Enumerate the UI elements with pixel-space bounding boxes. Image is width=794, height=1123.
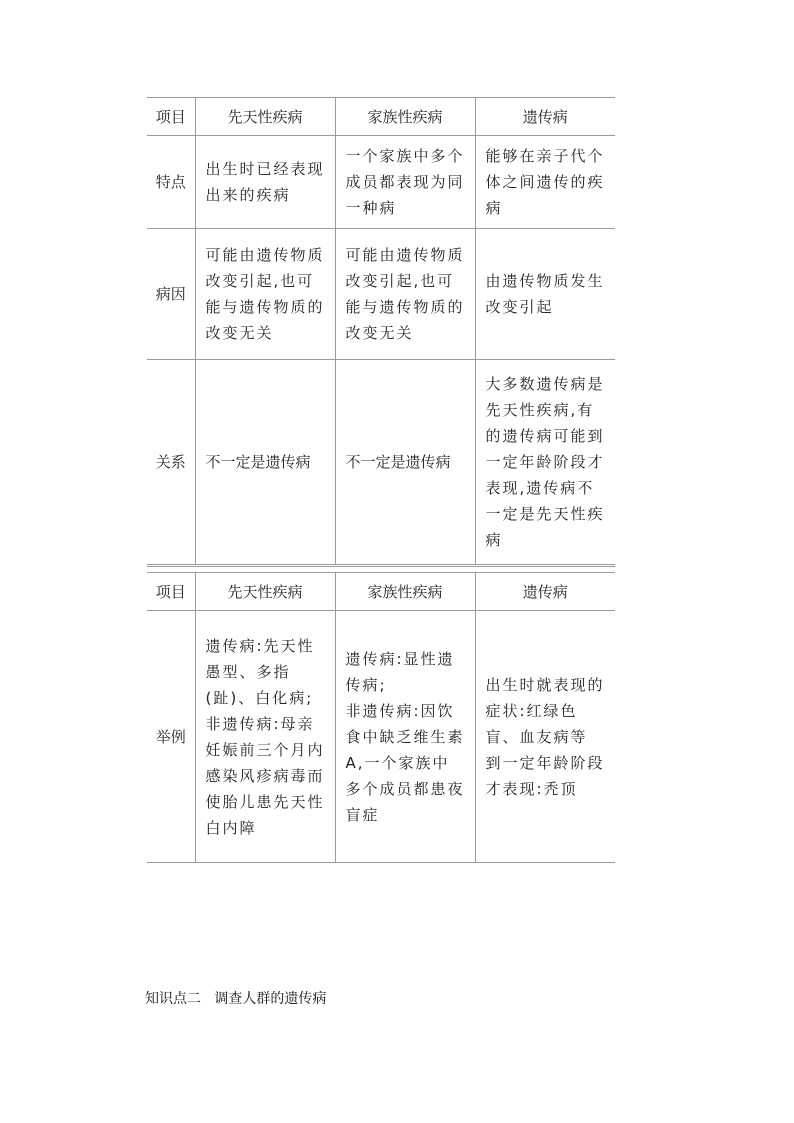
- header-familial: 家族性疾病: [335, 98, 475, 136]
- table-row: [147, 611, 615, 863]
- cell-familial: 不一定是遗传病: [335, 360, 475, 565]
- row-label: 特点: [147, 136, 195, 229]
- table-row: [147, 360, 615, 565]
- cell-genetic: [475, 611, 615, 863]
- cell-line: 遗传病:先天性愚型、多指(趾)、白化病;: [205, 636, 315, 707]
- cell-congenital: [195, 611, 335, 863]
- table-row: [147, 136, 615, 229]
- row-label: 病因: [147, 229, 195, 360]
- cell-genetic: 能够在亲子代个体之间遗传的疾病: [475, 136, 615, 229]
- section-heading: [145, 988, 326, 1008]
- cell-congenital: 不一定是遗传病: [195, 360, 335, 565]
- cell-familial: 一个家族中多个成员都表现为同一种病: [335, 136, 475, 229]
- header-item: 项目: [147, 573, 195, 611]
- table-row: [147, 229, 615, 360]
- comparison-table-2: [147, 572, 615, 863]
- cell-line: 到一定年龄阶段才表现:秃顶: [485, 753, 605, 798]
- section-title: 调查人群的遗传病: [214, 991, 327, 1007]
- section-gap: [201, 991, 214, 1007]
- table-header-row: [147, 573, 615, 611]
- section-number: 知识点二: [145, 991, 201, 1007]
- header-familial: 家族性疾病: [335, 573, 475, 611]
- cell-line: 非遗传病:因饮食中缺乏维生素A,一个家族中多个成员都患夜盲症: [345, 701, 465, 824]
- header-congenital: 先天性疾病: [195, 573, 335, 611]
- row-label: 关系: [147, 360, 195, 565]
- header-congenital: 先天性疾病: [195, 98, 335, 136]
- cell-line: 出生时就表现的症状:红绿色盲、血友病等: [485, 675, 605, 746]
- comparison-table-1: [147, 97, 615, 565]
- table-divider: [147, 566, 615, 567]
- row-label: 举例: [147, 611, 195, 863]
- cell-genetic: 由遗传物质发生改变引起: [475, 229, 615, 360]
- cell-congenital: 出生时已经表现出来的疾病: [195, 136, 335, 229]
- cell-line: 非遗传病:母亲妊娠前三个月内感染风疹病毒而使胎儿患先天性白内障: [205, 714, 325, 837]
- header-genetic: 遗传病: [475, 98, 615, 136]
- cell-familial: [335, 611, 475, 863]
- cell-line: 遗传病:显性遗传病;: [345, 649, 455, 694]
- cell-genetic: 大多数遗传病是先天性疾病,有的遗传病可能到一定年龄阶段才表现,遗传病不一定是先天性疾病: [475, 360, 615, 565]
- cell-congenital: 可能由遗传物质改变引起,也可能与遗传物质的改变无关: [195, 229, 335, 360]
- header-genetic: 遗传病: [475, 573, 615, 611]
- table-header-row: [147, 98, 615, 136]
- cell-familial: 可能由遗传物质改变引起,也可能与遗传物质的改变无关: [335, 229, 475, 360]
- header-item: 项目: [147, 98, 195, 136]
